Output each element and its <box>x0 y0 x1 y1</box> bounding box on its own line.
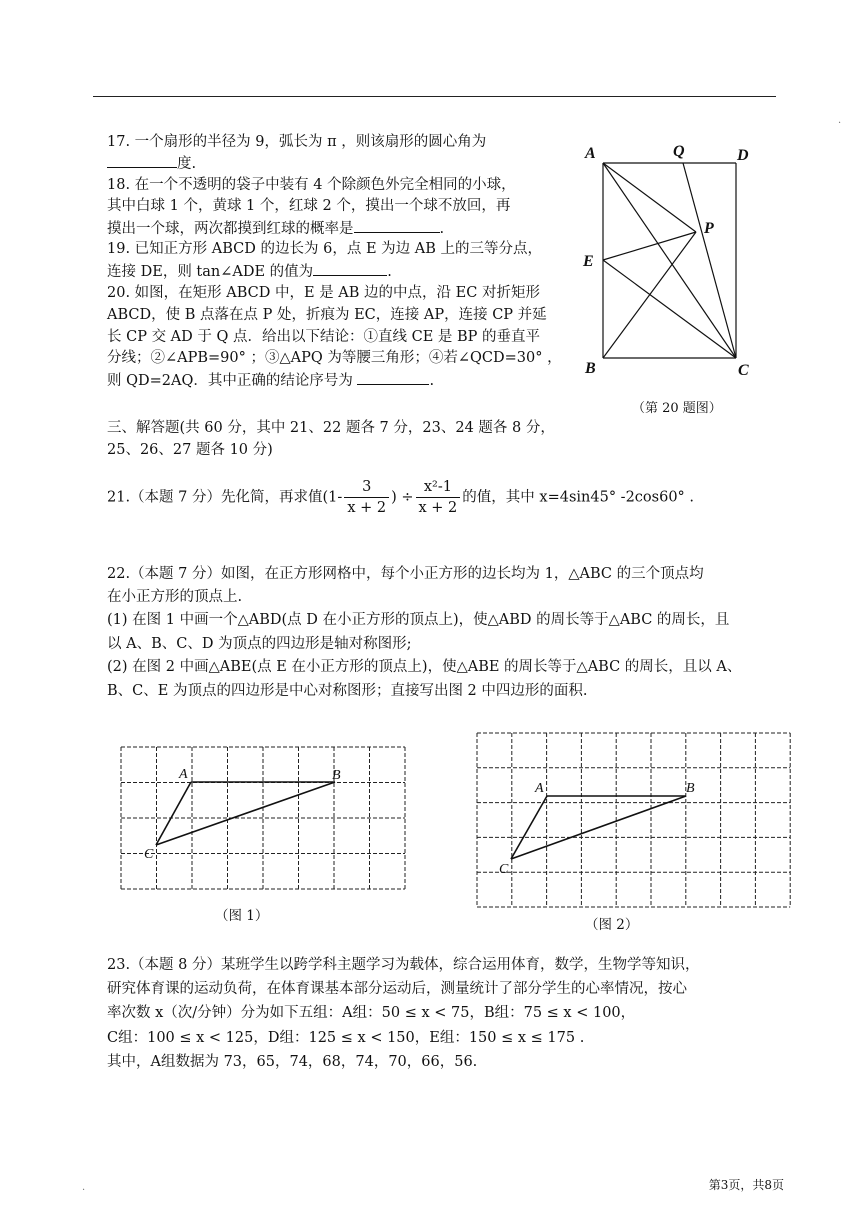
fig2-caption: （图 2） <box>585 917 639 933</box>
q21-fraction-1: $\frac{3}{x + 2}$ <box>344 477 389 518</box>
fig1-caption: （图 1） <box>215 908 269 924</box>
q21-fraction-2: $\frac{\text{x²-1}}{x + 2}$ <box>416 477 461 518</box>
q18-line1: 18. 在一个不透明的袋子中装有 4 个除颜色外完全相同的小球， <box>107 177 516 193</box>
fig1-label-b: B <box>332 768 341 783</box>
fig1-label-a: A <box>179 767 188 782</box>
fig20-label-c: C <box>738 362 749 379</box>
q22-line6: B、C、E 为顶点的四边形是中心对称图形；直接写出图 2 中四边形的面积. <box>107 683 588 699</box>
q19-line2: 连接 DE，则 tan∠ADE 的值为 . <box>107 261 392 283</box>
fig20-caption: （第 20 题图） <box>632 401 722 416</box>
fig1-label-c: C <box>144 847 154 862</box>
q22-line5: (2) 在图 2 中画△ABE(点 E 在小正方形的顶点上)，使△ABE 的周长等于△ABC 的周长，且以 A、 <box>107 659 742 675</box>
q21-line: 21.（本题 7 分）先化简，再求值(1- $\frac{3}{x + 2}$ ) ÷ $\frac{\text{x²-1}}{x + 2}$ 的值，其中 x=4sin45° -2cos60° . <box>107 479 695 516</box>
margin-dot: · <box>82 1185 86 1196</box>
q20-line3: 长 CP 交 AD 于 Q 点．给出以下结论：①直线 CE 是 BP 的垂直平 <box>107 329 541 345</box>
fig20-label-e: E <box>583 253 594 270</box>
fig20-label-d: D <box>737 147 749 164</box>
q20-line4: 分线；②∠APB=90° ；③△APQ 为等腰三角形；④若∠QCD=30° ， <box>107 350 562 366</box>
q18-line2: 其中白球 1 个，黄球 1 个，红球 2 个，摸出一个球不放回，再 <box>107 198 511 214</box>
q17-line1: 17. 一个扇形的半径为 9，弧长为 π ，则该扇形的圆心角为 <box>107 134 487 150</box>
section3-line2: 25、26、27 题各 10 分) <box>107 442 273 458</box>
fig2-label-c: C <box>499 862 509 877</box>
q20-line5: 则 QD=2AQ．其中正确的结论序号为 . <box>107 370 434 392</box>
q20-line1: 20. 如图，在矩形 ABCD 中，E 是 AB 边的中点，沿 EC 对折矩形 <box>107 285 540 301</box>
q22-line2: 在小正方形的顶点上. <box>107 589 243 605</box>
q19-line1: 19. 已知正方形 ABCD 的边长为 6，点 E 为边 AB 上的三等分点， <box>107 241 542 257</box>
q23-line5: 其中，A组数据为 73，65，74，68，74，70，66，56. <box>107 1054 478 1070</box>
q18-line3: 摸出一个球，两次都摸到红球的概率是 . <box>107 218 444 240</box>
fig20-label-q: Q <box>673 143 685 160</box>
section3-line1: 三、解答题(共 60 分，其中 21、22 题各 7 分，23、24 题各 8 分， <box>107 420 555 436</box>
fig2-label-b: B <box>686 781 695 796</box>
q17-unit: 度. <box>177 156 197 172</box>
q22-line3: (1) 在图 1 中画一个△ABD(点 D 在小正方形的顶点上)，使△ABD 的周长等于△ABC 的周长，且 <box>107 612 730 628</box>
fig20-label-p: P <box>704 220 714 237</box>
q23-line1: 23.（本题 8 分）某班学生以跨学科主题学习为载体，综合运用体育，数学，生物学等知识， <box>107 957 700 973</box>
q22-line1: 22.（本题 7 分）如图，在正方形网格中，每个小正方形的边长均为 1，△ABC 的三个顶点均 <box>107 566 704 582</box>
q23-line3: 率次数 x（次/分钟）分为如下五组：A组：50 ≤ x < 75，B组：75 ≤ x < 100， <box>107 1005 636 1021</box>
fig20-label-a: A <box>585 145 596 162</box>
fig20-label-b: B <box>585 360 596 377</box>
q20-line2: ABCD，使 B 点落在点 P 处，折痕为 EC，连接 AP，连接 CP 并延 <box>107 307 547 323</box>
margin-dot: · <box>838 118 842 129</box>
q22-line4: 以 A、B、C、D 为顶点的四边形是轴对称图形; <box>107 636 412 652</box>
fig2-label-a: A <box>535 781 544 796</box>
page-number: 第3页，共8页 <box>708 1178 784 1192</box>
q23-line4: C组：100 ≤ x < 125，D组：125 ≤ x < 150，E组：150 ≤ x ≤ 175 . <box>107 1030 585 1046</box>
q23-line2: 研究体育课的运动负荷，在体育课基本部分运动后，测量统计了部分学生的心率情况，按心 <box>107 981 687 997</box>
